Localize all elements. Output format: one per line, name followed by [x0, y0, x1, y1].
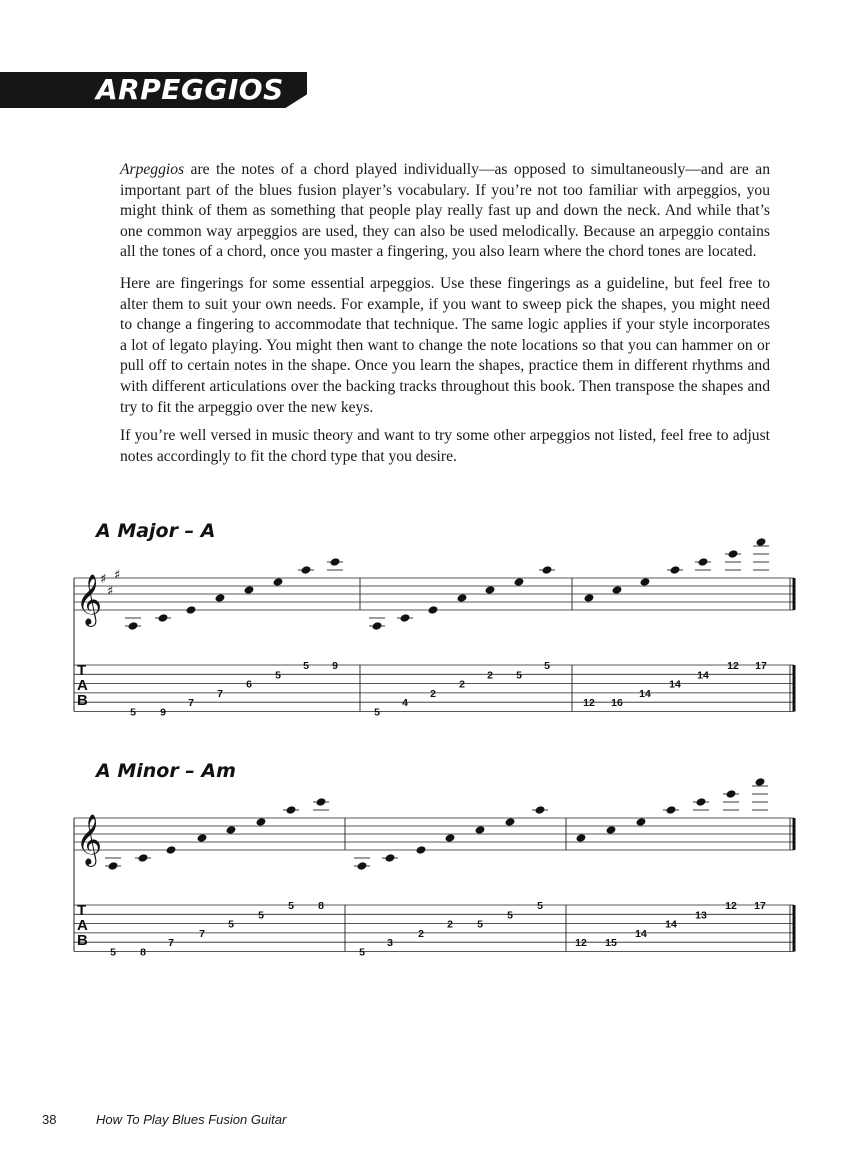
note-head [584, 593, 595, 603]
note-head [108, 861, 119, 871]
note-head [197, 833, 208, 843]
tab-fret-number: 2 [430, 687, 436, 700]
treble-clef: 𝄞 [76, 814, 103, 865]
note-head [226, 825, 237, 835]
tab-clef-letter: B [77, 692, 88, 709]
note-head [256, 817, 267, 827]
tab-fret-number: 14 [639, 687, 651, 700]
note-head [606, 825, 617, 835]
note-head [640, 577, 651, 587]
tab-fret-number: 4 [402, 697, 408, 710]
tab-fret-number: 5 [507, 909, 513, 922]
note-head [416, 845, 427, 855]
note-head [316, 797, 327, 807]
tab-fret-number: 2 [418, 927, 424, 940]
note-head [186, 605, 197, 615]
tab-fret-number: 5 [110, 946, 116, 959]
tab-fret-number: 5 [228, 918, 234, 931]
note-head [755, 777, 766, 787]
tab-clef-letter: B [77, 932, 88, 949]
note-head [244, 585, 255, 595]
tab-fret-number: 14 [665, 918, 677, 931]
key-signature-sharp: ♯ [114, 568, 121, 583]
tab-fret-number: 12 [575, 937, 587, 950]
tab-fret-number: 12 [727, 660, 739, 672]
note-head [215, 593, 226, 603]
note-head [514, 577, 525, 587]
tab-fret-number: 15 [605, 937, 617, 950]
note-head [576, 833, 587, 843]
a-minor-title: A Minor – Am [96, 760, 236, 782]
note-head [756, 537, 767, 547]
fingerings-paragraph: Here are fingerings for some essential arpeggios. Use these fingerings as a guideline, but feel free to alter them to suit your own needs. For example, if you want to sweep pick the shapes, you might need to change a fingering to accommodate that technique. The same logic applies if your style incorporates a lot of legato playing. You might then want to change the note locations so that you can hammer on or pull off to certain notes in the shape. Once you learn the shapes, practice them in different rhythms and with different articulations over the backing tracks throughout this book. Then transpose the shapes and try to fit the arpeggio over the new keys. [120, 275, 770, 416]
note-head [696, 797, 707, 807]
a-major-title: A Major – A [96, 520, 216, 542]
tab-fret-number: 12 [725, 900, 737, 912]
note-head [728, 549, 739, 559]
tab-fret-number: 5 [544, 660, 550, 672]
tab-fret-number: 5 [275, 669, 281, 682]
tab-fret-number: 5 [516, 669, 522, 682]
tab-fret-number: 17 [755, 660, 767, 672]
tab-fret-number: 2 [487, 669, 493, 682]
tab-clef-letter: T [77, 902, 87, 919]
note-head [273, 577, 284, 587]
page-title: ARPEGGIOS [96, 73, 284, 106]
tab-fret-number: 7 [188, 697, 194, 710]
note-head [698, 557, 709, 567]
tab-fret-number: 7 [199, 927, 205, 940]
tab-fret-number: 5 [303, 660, 309, 672]
tab-fret-number: 12 [583, 697, 595, 710]
tab-fret-number: 3 [387, 937, 393, 950]
tab-fret-number: 14 [697, 669, 709, 682]
page-number: 38 [42, 1112, 57, 1127]
note-head [286, 805, 297, 815]
note-head [428, 605, 439, 615]
key-signature-sharp: ♯ [100, 572, 107, 587]
tab-fret-number: 8 [140, 946, 146, 959]
note-head [505, 817, 516, 827]
intro-paragraph-text: are the notes of a chord played individually—as opposed to simultaneously—and are an important part of the blues fusion player’s vocabulary. If you’re not too familiar with arpeggios, you might think of them as something that people play really fast up and down the neck. And while that’s one common way arpeggios are used, they can also be used melodically. Because an arpeggio contains all the tones of a chord, once you master a fingering, you also learn where the chord tones are located. [120, 161, 770, 261]
tab-fret-number: 5 [374, 706, 380, 719]
note-head [666, 805, 677, 815]
tab-fret-number: 5 [130, 706, 136, 719]
tab-fret-number: 5 [477, 918, 483, 931]
tab-fret-number: 2 [459, 678, 465, 691]
key-signature-sharp: ♯ [107, 584, 114, 599]
note-head [535, 805, 546, 815]
tab-fret-number: 7 [217, 687, 223, 700]
tab-fret-number: 5 [359, 946, 365, 959]
arpeggios-term: Arpeggios [120, 161, 185, 178]
note-head [158, 613, 169, 623]
tab-fret-number: 5 [288, 900, 294, 912]
note-head [670, 565, 681, 575]
theory-paragraph: If you’re well versed in music theory and want to try some other arpeggios not listed, feel free to adjust notes accordingly to fit the chord type that you desire. [120, 427, 770, 465]
tab-clef-letter: T [77, 662, 87, 679]
note-head [301, 565, 312, 575]
note-head [726, 789, 737, 799]
tab-fret-number: 9 [160, 706, 166, 719]
tab-fret-number: 6 [246, 678, 252, 691]
tab-fret-number: 14 [635, 927, 647, 940]
tab-fret-number: 5 [258, 909, 264, 922]
note-head [636, 817, 647, 827]
a-minor-notation-system [0, 810, 864, 960]
note-head [612, 585, 623, 595]
note-head [372, 621, 383, 631]
note-head [542, 565, 553, 575]
note-head [357, 861, 368, 871]
note-head [457, 593, 468, 603]
note-head [400, 613, 411, 623]
book-title: How To Play Blues Fusion Guitar [96, 1112, 287, 1127]
tab-fret-number: 8 [318, 900, 324, 912]
tab-fret-number: 7 [168, 937, 174, 950]
tab-fret-number: 14 [669, 678, 681, 691]
tab-fret-number: 16 [611, 697, 623, 710]
tab-fret-number: 9 [332, 660, 338, 672]
tab-fret-number: 13 [695, 909, 707, 922]
tab-fret-number: 2 [447, 918, 453, 931]
note-head [385, 853, 396, 863]
treble-clef: 𝄞 [76, 574, 103, 625]
note-head [330, 557, 341, 567]
tab-clef-letter: A [77, 917, 88, 934]
note-head [485, 585, 496, 595]
intro-paragraph [120, 160, 770, 263]
tab-fret-number: 5 [537, 900, 543, 912]
tab-fret-number: 17 [754, 900, 766, 912]
tab-clef-letter: A [77, 677, 88, 694]
a-major-notation-system [0, 570, 864, 720]
note-head [445, 833, 456, 843]
note-head [128, 621, 139, 631]
note-head [166, 845, 177, 855]
note-head [138, 853, 149, 863]
note-head [475, 825, 486, 835]
